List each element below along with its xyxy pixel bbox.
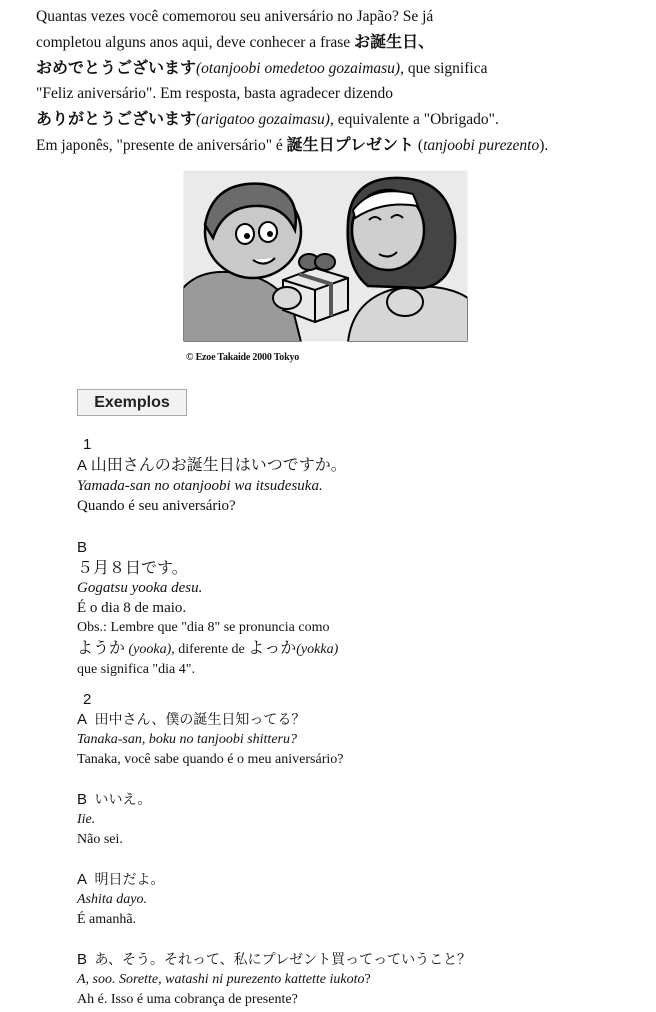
japanese-text: 山田さんのお誕生日はいつですか。 <box>90 455 347 474</box>
dialogue-line <box>77 950 647 970</box>
dialogue-line <box>77 790 647 810</box>
translation-text: Ah é. Isso é uma cobrança de presente? <box>77 992 298 1007</box>
romaji-end: ? <box>364 972 371 987</box>
examples-tab[interactable]: Exemplos <box>77 389 187 416</box>
intro-line-2 <box>36 29 652 55</box>
copyright-caption: © Ezoe Takaide 2000 Tokyo <box>186 352 300 363</box>
intro-jp-text: お誕生日、 <box>354 32 435 51</box>
intro-paragraph <box>36 4 652 158</box>
romaji-text: Gogatsu yooka desu. <box>77 580 203 596</box>
intro-line-4 <box>36 81 652 106</box>
example-number: 2 <box>83 691 92 708</box>
note-line: que significa "dia 4". <box>77 662 195 677</box>
japanese-text: ５月８日です。 <box>77 558 188 577</box>
birthday-gift-illustration <box>183 170 468 342</box>
romaji-line <box>77 970 647 990</box>
translation-text: É o dia 8 de maio. <box>77 600 187 616</box>
romaji-text: Tanaka-san, boku no tanjoobi shitteru? <box>77 732 297 747</box>
intro-line-6 <box>36 132 652 158</box>
japanese-text: あ、そう。それって、私にプレゼント買ってっていうこと？ <box>94 952 472 968</box>
intro-romaji: tanjoobi purezento <box>423 137 540 154</box>
note-text: , diferente de <box>171 642 249 657</box>
japanese-text: いいえ。 <box>94 792 152 808</box>
intro-jp-text: ありがとうございます <box>36 109 197 128</box>
speaker-label: A <box>77 871 88 888</box>
translation-text: É amanhã. <box>77 912 137 927</box>
example-2 <box>77 690 647 1010</box>
japanese-text: ようか <box>77 638 126 657</box>
intro-line-5 <box>36 106 652 132</box>
speaker-label: B <box>77 539 88 556</box>
intro-romaji: (arigatoo gozaimasu) <box>196 111 330 128</box>
intro-text: Quantas vezes você comemorou seu aniversário no Japão? Se já <box>36 8 434 25</box>
dialogue-line <box>77 710 647 730</box>
translation-text: Tanaka, você sabe quando é o meu aniversário? <box>77 752 344 767</box>
example-1 <box>77 435 647 680</box>
intro-text: , equivalente a "Obrigado". <box>329 111 499 128</box>
note-line: Obs.: Lembre que "dia 8" se pronuncia como <box>77 620 330 635</box>
romaji-text: Ashita dayo. <box>77 892 147 907</box>
romaji-text: Iie. <box>77 812 96 827</box>
translation-text: Quando é seu aniversário? <box>77 498 236 514</box>
intro-romaji: (otanjoobi omedetoo gozaimasu) <box>196 60 401 77</box>
speaker-label: A <box>77 457 88 474</box>
intro-text: ( <box>414 137 424 154</box>
romaji-text: (yooka) <box>125 642 172 657</box>
dialogue-line <box>77 870 647 890</box>
romaji-text: (yokka) <box>296 642 339 657</box>
intro-text: ). <box>539 137 549 154</box>
intro-line-1 <box>36 4 652 29</box>
translation-text: Não sei. <box>77 832 123 847</box>
intro-text: , que significa <box>400 60 488 77</box>
intro-jp-text: おめでとうございます <box>36 58 197 77</box>
speaker-label: B <box>77 951 88 968</box>
note-line <box>77 638 647 660</box>
intro-text: "Feliz aniversário". Em resposta, basta agradecer dizendo <box>36 85 393 102</box>
example-number: 1 <box>83 436 92 453</box>
japanese-text: 田中さん、僕の誕生日知ってる？ <box>94 712 306 728</box>
intro-text: Em japonês, "presente de aniversário" é <box>36 137 287 154</box>
intro-line-3 <box>36 55 652 81</box>
intro-text: completou alguns anos aqui, deve conhecer a frase <box>36 34 355 51</box>
japanese-text: よっか <box>248 638 297 657</box>
japanese-text: 明日だよ。 <box>94 872 165 888</box>
intro-jp-text: 誕生日プレゼント <box>286 135 415 154</box>
romaji-text: A, soo. Sorette, watashi ni purezento kattette iukoto <box>77 972 365 987</box>
speaker-label: B <box>77 791 88 808</box>
speaker-label: A <box>77 711 88 728</box>
romaji-text: Yamada-san no otanjoobi wa itsudesuka. <box>77 478 323 494</box>
dialogue-line <box>77 455 647 476</box>
